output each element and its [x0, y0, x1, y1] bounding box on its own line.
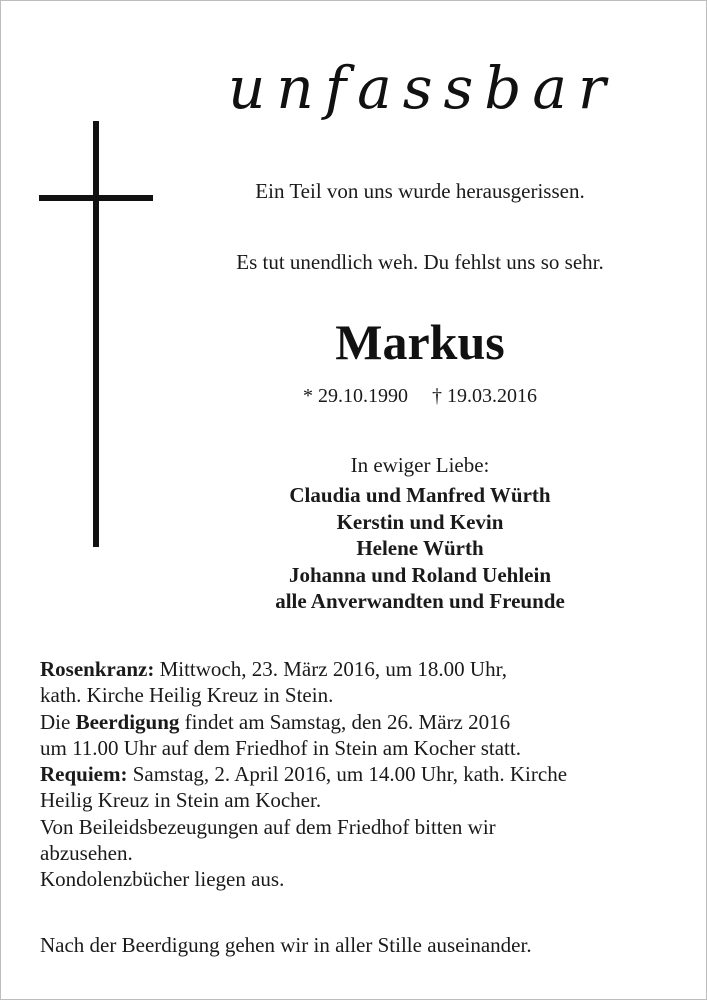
condolence-books: Kondolenzbücher liegen aus. [40, 867, 285, 892]
headline: unfassbar [228, 54, 617, 122]
closing-line: Nach der Beerdigung gehen wir in aller Stille auseinander. [40, 933, 532, 957]
beerdigung-line [40, 709, 680, 735]
rosenkranz-label: Rosenkranz: [40, 657, 155, 681]
rosenkranz-line-2: kath. Kirche Heilig Kreuz in Stein. [40, 683, 334, 708]
condolence-line-2: abzusehen. [40, 841, 133, 866]
rosenkranz-line [40, 656, 680, 682]
mourners-heading: In ewiger Liebe: [350, 453, 490, 477]
mourner-name: alle Anverwandten und Freunde [275, 589, 565, 613]
intro-line-1: Ein Teil von uns wurde herausgerissen. [255, 179, 585, 203]
rosenkranz-text: Mittwoch, 23. März 2016, um 18.00 Uhr, [154, 657, 507, 681]
mourner-name: Johanna und Roland Uehlein [288, 562, 552, 587]
beerdigung-label: Beerdigung [75, 709, 180, 734]
life-dates [170, 383, 670, 409]
death-date: † 19.03.2016 [432, 385, 537, 407]
mourner-name: Helene Würth [356, 536, 484, 560]
deceased-name: Markus [335, 314, 505, 370]
mourners-list [170, 482, 670, 615]
beerdigung-pre: Die [40, 709, 76, 734]
beerdigung-line-2: um 11.00 Uhr auf dem Friedhof in Stein am Kocher statt. [40, 735, 521, 760]
service-info [40, 656, 680, 893]
beerdigung-text: findet am Samstag, den 26. März 2016 [179, 709, 511, 734]
requiem-line-2: Heilig Kreuz in Stein am Kocher. [40, 788, 322, 813]
requiem-text: Samstag, 2. April 2016, um 14.00 Uhr, kath. Kirche [127, 762, 568, 787]
cross-vertical-bar [93, 121, 99, 547]
requiem-line [40, 761, 680, 787]
birth-date: * 29.10.1990 [303, 385, 408, 407]
requiem-label: Requiem: [40, 762, 128, 787]
mourner-name: Kerstin und Kevin [336, 509, 504, 534]
condolence-line-1: Von Beileidsbezeugungen auf dem Friedhof bitten wir [40, 814, 496, 839]
intro-line-2: Es tut unendlich weh. Du fehlst uns so sehr. [236, 250, 604, 274]
cross-horizontal-bar [39, 195, 153, 201]
mourner-name: Claudia und Manfred Würth [289, 483, 551, 507]
